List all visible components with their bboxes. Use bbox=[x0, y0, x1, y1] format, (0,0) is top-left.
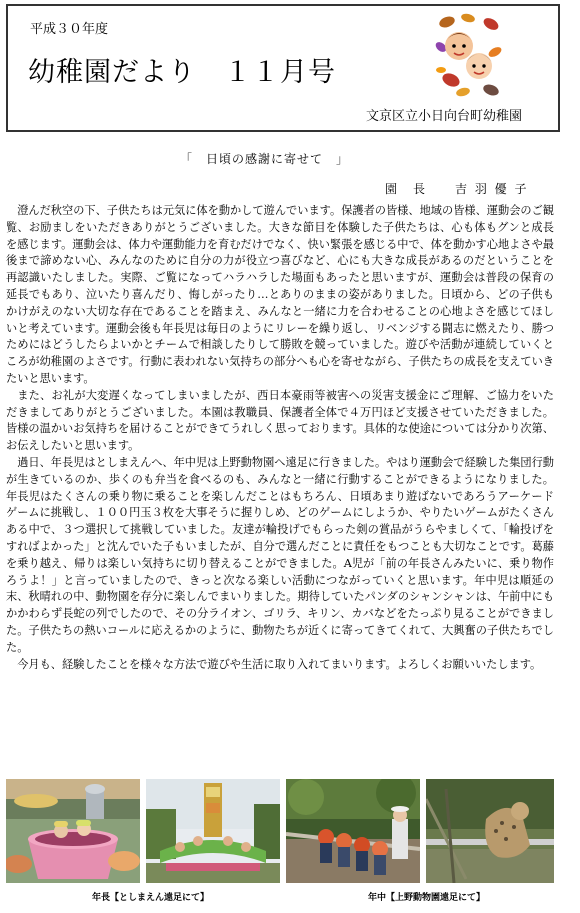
photo-row bbox=[6, 779, 554, 883]
zoo-animal-photo bbox=[426, 779, 554, 883]
school-name: 文京区立小日向台町幼稚園 bbox=[365, 109, 522, 124]
body-paragraph: また、お礼が大変遅くなってしまいましたが、西日本豪雨等被害への災害支援金にご理解、ご協力をいただきましてありがとうございました。本園は教職員、保護者全体で４万円ほど支援させていただきました。皆様の温かいお気持ちを届けることができてうれしく思っております。具体的な使途については分かり次第、お伝えしたいと思います。 bbox=[6, 388, 554, 453]
amusement-park-teacup-photo bbox=[6, 779, 140, 883]
principal-signature bbox=[385, 180, 528, 197]
principal-name: 吉 羽 優 子 bbox=[455, 182, 529, 196]
caption-nenchu-ueno-zoo: 年中【上野動物園遠足にて】 bbox=[368, 893, 486, 903]
zoo-children-walking-photo bbox=[286, 779, 420, 883]
newsletter-header bbox=[6, 4, 560, 132]
body-paragraph: 澄んだ秋空の下、子供たちは元気に体を動かして遊んでいます。保護者の皆様、地域の皆様、運動会のご観覧、お励ましをいただきありがとうございました。大きな節目を体験した子供たちは、心も体もグンと成長を感じます。運動会は、体力や運動能力を育むだけでなく、快い緊張を感じる中で、体を動かす心地よさや最後まで諦めない心、みんなのために自分の力が役立つ喜びなど、心にも大きな成長があるのだということを再認識いたしました。実際、ご覧になってハラハラした場面もあったと思いますが、運動会は普段の保育の延長でもあり、泣いたり喜んだり、悔しがったり…とありのままの姿がありました。日頃から、どの子供もかけがえのない大切な存在であることを踏まえ、みんなと一緒に力を合わせることの心地よさを感じてほしいと考えています。運動会後も年長児は毎日のようにリレーを繰り返し、リベンジする闘志に燃えたり、勝つためにはどうしたらよいかとチームで相談したりして勝敗を競っていました。遊びや活動が連続していくところが幼稚園のよさです。行動に表われない気持ちの部分へも心を寄せながら、子供たちの成長を支えていきたいと思います。 bbox=[6, 204, 554, 385]
greeting-heading: 「 日頃の感謝に寄せて 」 bbox=[180, 152, 350, 166]
newsletter-title: 幼稚園だより １１月号 bbox=[28, 57, 336, 88]
body-paragraph: 今月も、経験したことを様々な方法で遊びや生活に取り入れてまいります。よろしくお願いいたします。 bbox=[17, 657, 542, 671]
body-paragraph: 過日、年長児はとしまえんへ、年中児は上野動物園へ遠足に行きました。やはり運動会で経験した集団行動が生きているのか、歩くのも弁当を食べるのも、みんなと一緒に行動することができるようになりました。年長児はたくさんの乗り物に乗ることを楽しんだことはもちろん、日頃あまり遊ばないであろうアーケードゲームに挑戦し、１００円玉３枚を大事そうに握りしめ、どのゲームにしようか、やりたいゲームがたくさんある中で、３つ選択して挑戦していました。友達が輪投げでもらった剣の賞品がうらやましくて、「輪投げをすればよかった」と沈んでいた子もいましたが、自分で選んだことに責任をもつことも大切なことです。葛藤を乗り越え、帰りは楽しい気持ちに切り替えることができました。A児が「前の年長さんみたいに、乗り物作ろうよ！」と言っていましたので、きっと次なる楽しい活動につながっていくと思います。年中児は順延の末、秋晴れの中、動物園を存分に楽しんでまいりました。期待していたパンダのシャンシャンは、午前中にもかかわらず長蛇の列でしたので、その分ライオン、ゴリラ、キリン、カバなどをたっぷり見ることができました。子供たちの熱いコールに応えるかのように、動物たちが近くに寄ってきてくれて、大興奮の子供たちでした。 bbox=[6, 455, 554, 654]
amusement-park-ride-photo bbox=[146, 779, 280, 883]
principal-title: 園 長 bbox=[385, 182, 428, 196]
caption-nencho-toshimaen: 年長【としまえん遠足にて】 bbox=[92, 893, 210, 903]
fiscal-year: 平成３０年度 bbox=[30, 22, 109, 37]
children-leaves-illustration bbox=[433, 12, 503, 102]
newsletter-body bbox=[6, 203, 554, 673]
